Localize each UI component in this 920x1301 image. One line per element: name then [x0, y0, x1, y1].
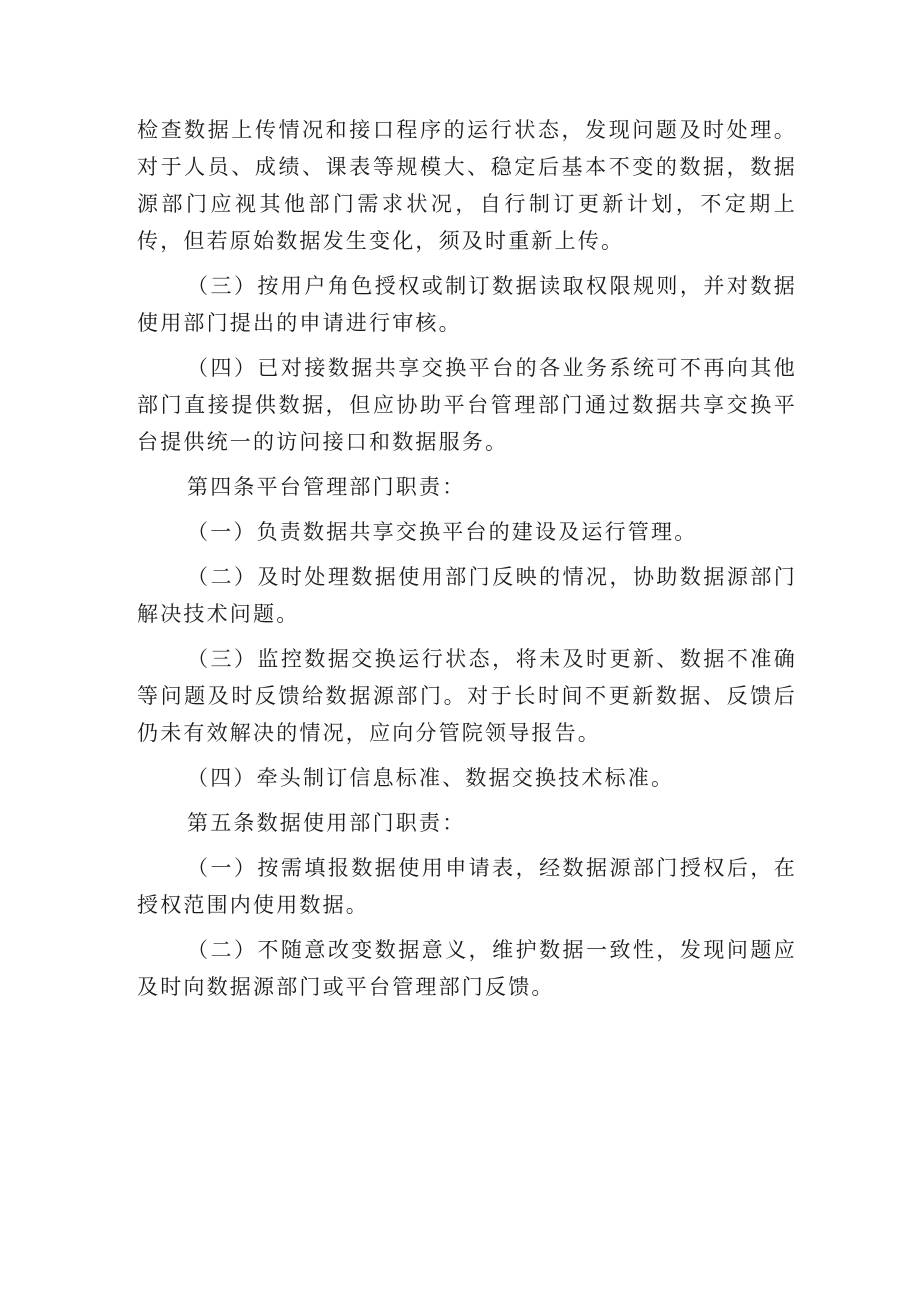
paragraph-article4-item1: （一）负责数据共享交换平台的建设及运行管理。 — [187, 520, 698, 544]
paragraph-article4-item2: （二）及时处理数据使用部门反映的情况，协助数据源部门解决技术问题。 — [137, 565, 797, 626]
paragraph-article4-item3: （三）监控数据交换运行状态，将未及时更新、数据不准确等问题及时反馈给数据源部门。对于长时间不更新数据、反馈后仍未有效解决的情况，应向分管院领导报告。 — [137, 647, 797, 745]
article5-heading: 第五条数据使用部门职责： — [187, 811, 466, 835]
paragraph-article5-item1: （一）按需填报数据使用申请表，经数据源部门授权后，在授权范围内使用数据。 — [137, 856, 797, 917]
paragraph-article3-item4: （四）已对接数据共享交换平台的各业务系统可不再向其他部门直接提供数据，但应协助平台管理部门通过数据共享交换平台提供统一的访问接口和数据服务。 — [137, 356, 797, 454]
document-body — [137, 112, 797, 1006]
article4-heading: 第四条平台管理部门职责： — [187, 475, 466, 499]
paragraph-article4-item4: （四）牵头制订信息标准、数据交换技术标准。 — [187, 766, 675, 790]
paragraph-article5-item2: （二）不随意改变数据意义，维护数据一致性，发现问题应及时向数据源部门或平台管理部门反馈。 — [137, 938, 797, 999]
paragraph-article3-item3: （三）按用户角色授权或制订数据读取权限规则，并对数据使用部门提出的申请进行审核。 — [137, 274, 797, 335]
paragraph-continuation: 检查数据上传情况和接口程序的运行状态，发现问题及时处理。对于人员、成绩、课表等规模大、稳定后基本不变的数据，数据源部门应视其他部门需求状况，自行制订更新计划，不定期上传，但若原始数据发生变化，须及时重新上传。 — [137, 118, 797, 253]
